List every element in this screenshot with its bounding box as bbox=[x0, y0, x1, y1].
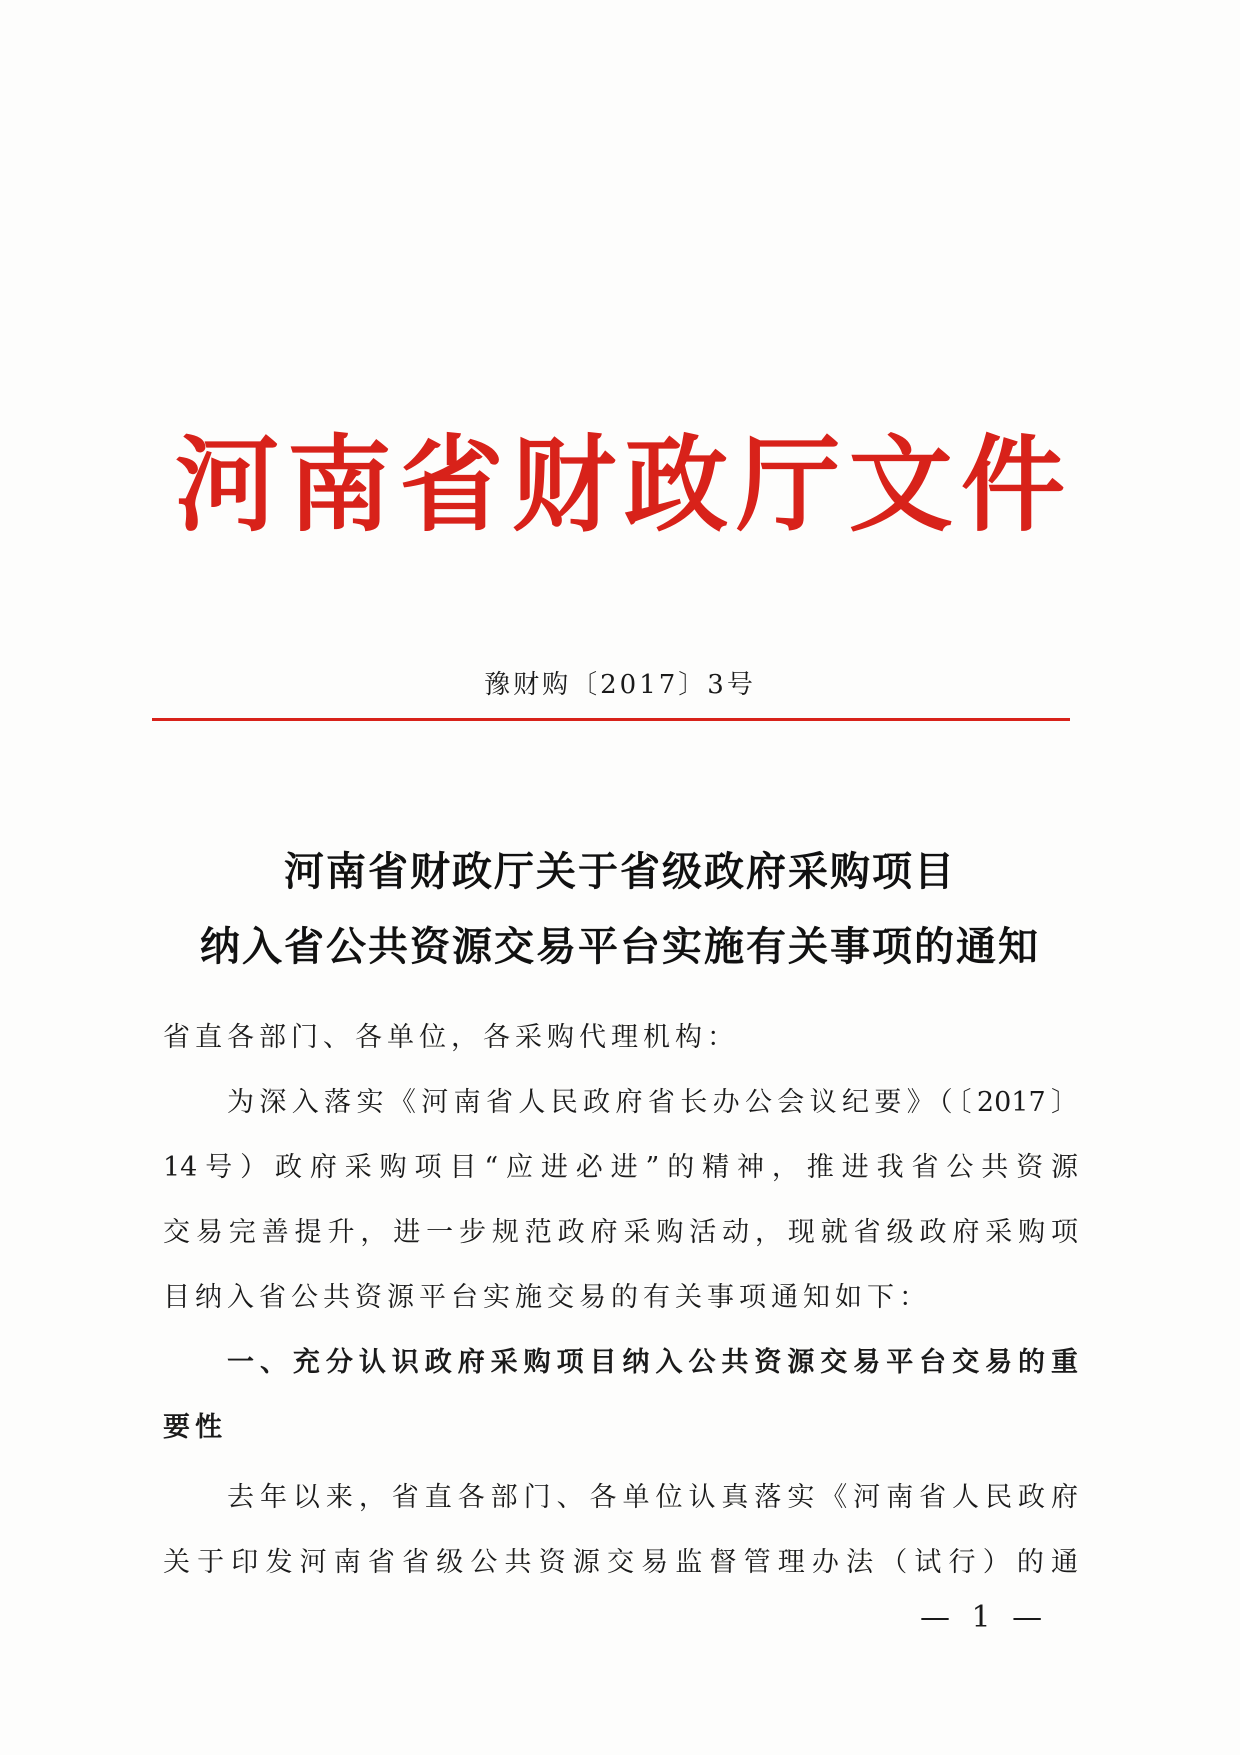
section-1-heading-line-2: 要性 bbox=[163, 1412, 227, 1443]
notice-title-line-1: 河南省财政厅关于省级政府采购项目 bbox=[284, 849, 956, 895]
document-header bbox=[175, 420, 1065, 550]
section-1-heading-line-1: 一、充分认识政府采购项目纳入公共资源交易平台交易的重 bbox=[227, 1347, 1078, 1378]
document-number: 豫财购〔2017〕3号 bbox=[484, 670, 756, 700]
intro-line-1: 为深入落实《河南省人民政府省长办公会议纪要》（〔2017〕 bbox=[227, 1087, 1078, 1118]
header-char: 件 bbox=[960, 423, 1065, 546]
header-char: 财 bbox=[511, 423, 616, 546]
section-1-line-1: 去年以来，省直各部门、各单位认真落实《河南省人民政府 bbox=[227, 1482, 1078, 1513]
page-number: — 1 — bbox=[920, 1600, 1049, 1635]
intro-line-4: 目纳入省公共资源平台实施交易的有关事项通知如下： bbox=[163, 1282, 931, 1313]
intro-line-3: 交易完善提升，进一步规范政府采购活动，现就省级政府采购项 bbox=[163, 1217, 1078, 1248]
notice-title-line-2: 纳入省公共资源交易平台实施有关事项的通知 bbox=[200, 924, 1040, 970]
red-divider bbox=[152, 718, 1070, 721]
header-char: 省 bbox=[399, 423, 504, 546]
header-char: 文 bbox=[848, 423, 953, 546]
header-char: 南 bbox=[287, 423, 392, 546]
intro-line-2: 14号）政府采购项目“应进必进”的精神，推进我省公共资源 bbox=[163, 1152, 1078, 1183]
section-1-line-2: 关于印发河南省省级公共资源交易监督管理办法（试行）的通 bbox=[163, 1547, 1078, 1578]
header-char: 政 bbox=[624, 423, 729, 546]
addressee: 省直各部门、各单位，各采购代理机构： bbox=[163, 1022, 739, 1053]
header-char: 厅 bbox=[736, 423, 841, 546]
header-char: 河 bbox=[175, 423, 280, 546]
